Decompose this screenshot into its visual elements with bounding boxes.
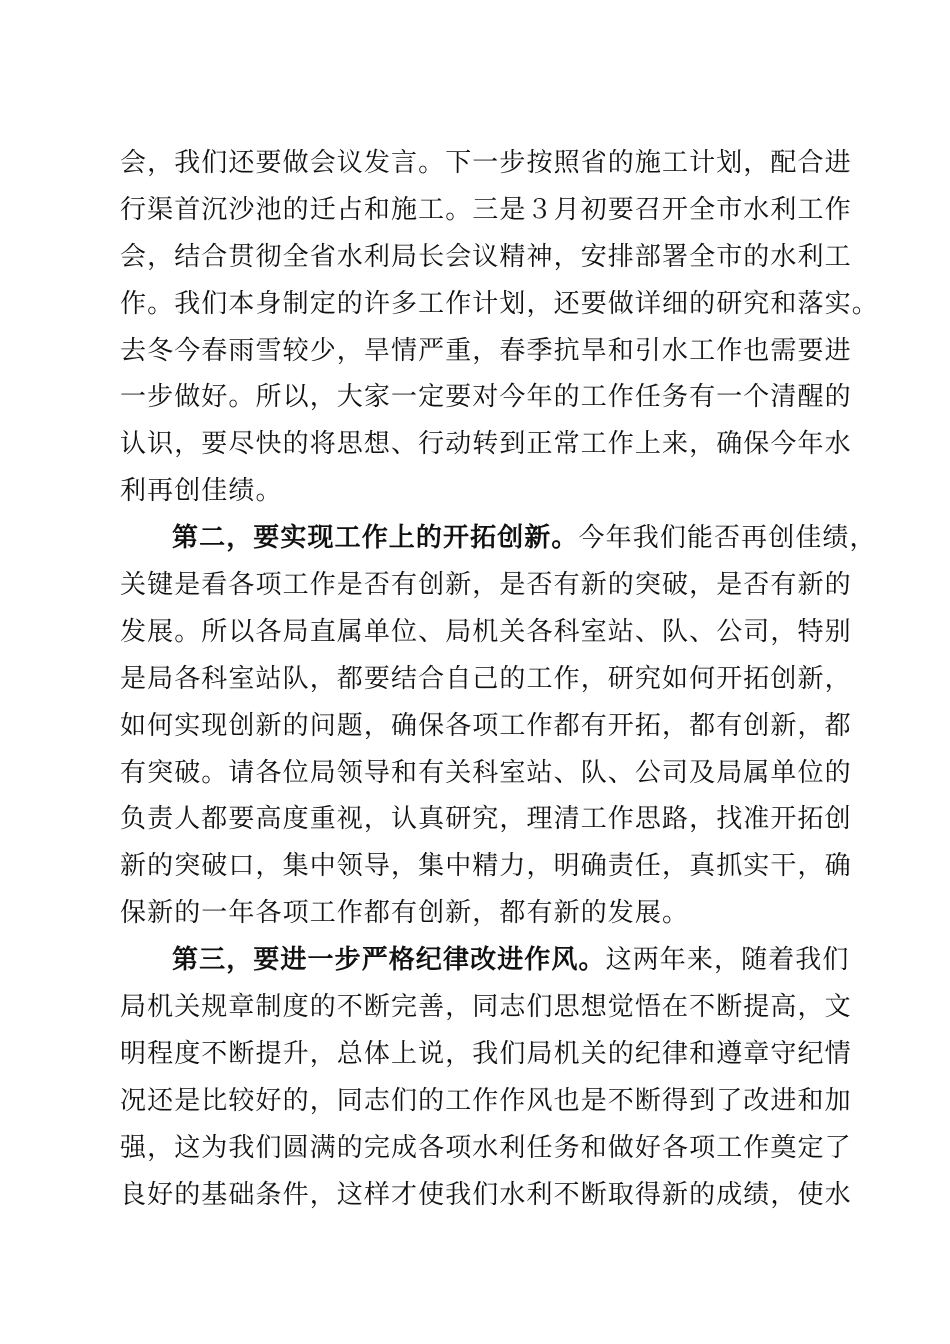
text-line: 行渠首沉沙池的迁占和施工。三是３月初要召开全市水利工作 bbox=[120, 194, 852, 225]
text-line: 如何实现创新的问题，确保各项工作都有开拓，都有创新，都 bbox=[120, 710, 852, 741]
text-line: 作。我们本身制定的许多工作计划，还要做详细的研究和落实。 bbox=[120, 288, 879, 319]
text-line: 保新的一年各项工作都有创新，都有新的发展。 bbox=[120, 898, 690, 929]
text-line: 况还是比较好的，同志们的工作作风也是不断得到了改进和加 bbox=[120, 1085, 852, 1116]
paragraph-1 bbox=[120, 140, 879, 515]
text-line: 是局各科室站队，都要结合自己的工作，研究如何开拓创新， bbox=[120, 663, 852, 694]
document-body bbox=[120, 140, 879, 1218]
paragraph-first-line bbox=[120, 515, 877, 562]
text-line: 认识，要尽快的将思想、行动转到正常工作上来，确保今年水 bbox=[120, 429, 852, 460]
paragraph-lead-text: 今年我们能否再创佳绩， bbox=[578, 523, 877, 554]
text-line: 发展。所以各局直属单位、局机关各科室站、队、公司，特别 bbox=[120, 616, 852, 647]
text-line: 强，这为我们圆满的完成各项水利任务和做好各项工作奠定了 bbox=[120, 1132, 852, 1163]
text-line: 一步做好。所以，大家一定要对今年的工作任务有一个清醒的 bbox=[120, 382, 852, 413]
text-line: 有突破。请各位局领导和有关科室站、队、公司及局属单位的 bbox=[120, 757, 852, 788]
text-line: 会，结合贯彻全省水利局长会议精神，安排部署全市的水利工 bbox=[120, 241, 852, 272]
paragraph-lead-text: 这两年来，随着我们 bbox=[605, 945, 850, 976]
text-line: 新的突破口，集中领导，集中精力，明确责任，真抓实干，确 bbox=[120, 851, 852, 882]
paragraph-heading: 第三，要进一步严格纪律改进作风。 bbox=[172, 945, 606, 976]
paragraph-first-line bbox=[120, 937, 850, 984]
text-line: 局机关规章制度的不断完善，同志们思想觉悟在不断提高，文 bbox=[120, 992, 852, 1023]
text-line: 良好的基础条件，这样才使我们水利不断取得新的成绩，使水 bbox=[120, 1179, 852, 1210]
text-line: 负责人都要高度重视，认真研究，理清工作思路，找准开拓创 bbox=[120, 804, 852, 835]
paragraph-2 bbox=[120, 515, 877, 937]
text-line: 关键是看各项工作是否有创新，是否有新的突破，是否有新的 bbox=[120, 570, 852, 601]
paragraph-heading: 第二，要实现工作上的开拓创新。 bbox=[172, 523, 579, 554]
paragraph-3 bbox=[120, 937, 852, 1218]
text-line: 去冬今春雨雪较少，旱情严重，春季抗旱和引水工作也需要进 bbox=[120, 335, 852, 366]
text-line: 会，我们还要做会议发言。下一步按照省的施工计划，配合进 bbox=[120, 148, 852, 178]
text-line: 明程度不断提升，总体上说，我们局机关的纪律和遵章守纪情 bbox=[120, 1038, 852, 1069]
text-line: 利再创佳绩。 bbox=[120, 476, 283, 507]
